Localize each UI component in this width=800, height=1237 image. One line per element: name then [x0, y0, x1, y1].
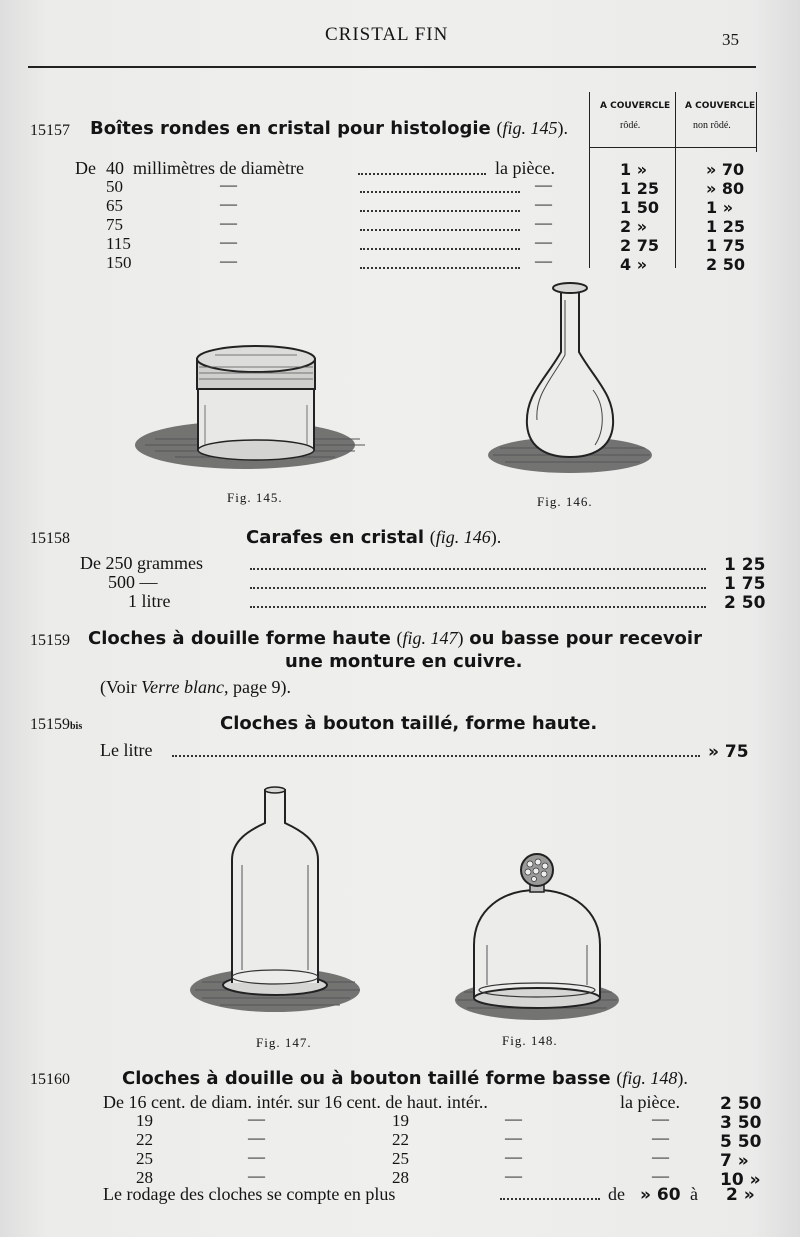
dot-leader — [360, 248, 520, 250]
item-title: Cloches à bouton taillé, forme haute. — [220, 713, 598, 734]
dot-leader — [358, 173, 486, 175]
column-divider-right — [756, 92, 757, 152]
price-covered-unground: 1 » — [706, 198, 734, 217]
price: 1 25 — [724, 555, 766, 575]
price-covered-ground: 2 75 — [620, 236, 659, 255]
see-also-suffix: , page 9). — [223, 677, 291, 697]
price: 10 » — [720, 1170, 761, 1190]
rodage-from-price: » 60 — [640, 1185, 681, 1205]
price: 2 50 — [724, 593, 766, 613]
diameter: 22 — [136, 1130, 153, 1149]
ditto-dash: — — [248, 1109, 265, 1128]
item-number — [30, 716, 82, 734]
column-divider-left — [589, 92, 590, 268]
per-piece-label: la pièce. — [495, 158, 555, 178]
row-prefix: De — [75, 158, 96, 178]
fig-reference: fig. 146 — [435, 527, 491, 547]
price-covered-ground: 1 » — [620, 160, 648, 179]
page-title: CRISTAL FIN — [325, 24, 449, 45]
row-unit: millimètres de diamètre — [133, 158, 304, 178]
ditto-dash: — — [248, 1128, 265, 1147]
low-bell-illustration — [452, 850, 622, 1025]
row-size: 150 — [106, 253, 132, 272]
price: 1 75 — [724, 574, 766, 594]
row-size: 65 — [106, 196, 123, 215]
item-number-main: 15159 — [30, 716, 70, 733]
price: 3 50 — [720, 1113, 762, 1133]
per-piece-label: la pièce. — [620, 1092, 680, 1112]
fig-reference: fig. 145 — [502, 118, 558, 138]
see-also-prefix: (Voir — [100, 677, 137, 697]
row-size: 40 — [106, 158, 124, 178]
carafe-illustration — [485, 280, 655, 480]
height: 25 — [392, 1149, 409, 1168]
item-title-line2: une monture en cuivre. — [285, 651, 523, 672]
fig-reference: fig. 148 — [622, 1068, 678, 1088]
dot-leader — [360, 210, 520, 212]
dot-leader — [500, 1198, 600, 1200]
item-title-text: Cloches à douille forme haute — [88, 628, 391, 649]
ditto-dash: — — [220, 213, 237, 232]
item-title-text: Carafes en cristal — [246, 527, 425, 548]
dot-leader — [360, 229, 520, 231]
item-number-suffix: bis — [70, 721, 83, 732]
price-covered-unground: » 70 — [706, 160, 745, 179]
ditto-dash: — — [505, 1166, 522, 1185]
row-label: 1 litre — [128, 591, 171, 611]
item-title: Carafes en cristal (fig. 146). — [246, 527, 502, 548]
item-title-text: Cloches à douille ou à bouton taillé forme basse — [122, 1068, 611, 1089]
page-number: 35 — [722, 30, 739, 49]
price: 5 50 — [720, 1132, 762, 1152]
rodage-note: Le rodage des cloches se compte en plus — [103, 1184, 396, 1204]
item-title: Cloches à douille forme haute (fig. 147) ou basse pour recevoir — [88, 628, 702, 649]
ditto-dash: — — [535, 175, 552, 194]
figure-caption: Fig. 147. — [256, 1035, 312, 1050]
see-also-note — [100, 677, 291, 698]
col1-heading: A COUVERCLE — [600, 101, 671, 111]
rodage-a: à — [690, 1184, 698, 1204]
price: 7 » — [720, 1151, 749, 1171]
fig-reference: fig. 147 — [402, 628, 458, 648]
tall-bell-jar-illustration — [190, 785, 370, 1020]
ditto-dash: — — [652, 1109, 669, 1128]
figure-caption: Fig. 145. — [227, 490, 283, 505]
ditto-dash: — — [220, 232, 237, 251]
item-number: 15160 — [30, 1071, 70, 1088]
item-title: Boîtes rondes en cristal pour histologie (fig. 145). — [90, 118, 569, 139]
column-divider-middle — [675, 92, 676, 268]
height: 28 — [392, 1168, 409, 1187]
price: 2 50 — [720, 1094, 762, 1114]
first-row-text: De 16 cent. de diam. intér. sur 16 cent. de haut. intér.. — [103, 1092, 488, 1112]
dot-leader — [172, 755, 700, 757]
price-covered-ground: 1 50 — [620, 198, 659, 217]
ditto-dash: — — [220, 194, 237, 213]
ditto-dash: — — [505, 1109, 522, 1128]
item-title-continued: ou basse pour recevoir — [469, 628, 702, 649]
price: » 75 — [708, 742, 749, 762]
row-label: De 250 grammes — [80, 553, 203, 573]
diameter: 28 — [136, 1168, 153, 1187]
diameter: 25 — [136, 1149, 153, 1168]
col1-subheading: rôdé. — [620, 120, 641, 131]
ditto-dash: — — [535, 251, 552, 270]
diameter: 19 — [136, 1111, 153, 1130]
dot-leader — [360, 267, 520, 269]
ditto-dash: — — [220, 251, 237, 270]
round-box-illustration — [135, 335, 375, 475]
price-covered-unground: 2 50 — [706, 255, 745, 274]
row-size: 50 — [106, 177, 123, 196]
row-label: Le litre — [100, 740, 153, 760]
price-covered-unground: 1 75 — [706, 236, 745, 255]
price-covered-ground: 4 » — [620, 255, 648, 274]
item-title-text: Boîtes rondes en cristal pour histologie — [90, 118, 491, 139]
col2-subheading: non rôdé. — [693, 120, 731, 131]
ditto-dash: — — [220, 175, 237, 194]
price-covered-ground: 1 25 — [620, 179, 659, 198]
height: 22 — [392, 1130, 409, 1149]
price-covered-ground: 2 » — [620, 217, 648, 236]
ditto-dash: — — [505, 1128, 522, 1147]
price-covered-unground: 1 25 — [706, 217, 745, 236]
dot-leader — [250, 568, 706, 570]
ditto-dash: — — [652, 1166, 669, 1185]
height: 19 — [392, 1111, 409, 1130]
item-title: Cloches à douille ou à bouton taillé forme basse (fig. 148). — [122, 1068, 688, 1089]
rodage-to-price: 2 » — [726, 1185, 755, 1205]
see-also-link: Verre blanc — [141, 677, 224, 697]
ditto-dash: — — [535, 232, 552, 251]
figure-caption: Fig. 146. — [537, 494, 593, 509]
row-label: 500 — — [108, 572, 158, 592]
dot-leader — [250, 587, 706, 589]
ditto-dash: — — [505, 1147, 522, 1166]
ditto-dash: — — [652, 1147, 669, 1166]
item-number: 15158 — [30, 530, 70, 547]
ditto-dash: — — [535, 194, 552, 213]
dot-leader — [360, 191, 520, 193]
dot-leader — [250, 606, 706, 608]
table-head-rule — [589, 147, 756, 148]
row-size: 75 — [106, 215, 123, 234]
ditto-dash: — — [248, 1166, 265, 1185]
row-size: 115 — [106, 234, 131, 253]
rodage-de: de — [608, 1184, 625, 1204]
figure-caption: Fig. 148. — [502, 1033, 558, 1048]
ditto-dash: — — [248, 1147, 265, 1166]
ditto-dash: — — [535, 213, 552, 232]
item-number: 15157 — [30, 122, 70, 139]
price-covered-unground: » 80 — [706, 179, 745, 198]
item-number: 15159 — [30, 632, 70, 649]
ditto-dash: — — [652, 1128, 669, 1147]
header-rule — [28, 66, 756, 68]
col2-heading: A COUVERCLE — [685, 101, 756, 111]
